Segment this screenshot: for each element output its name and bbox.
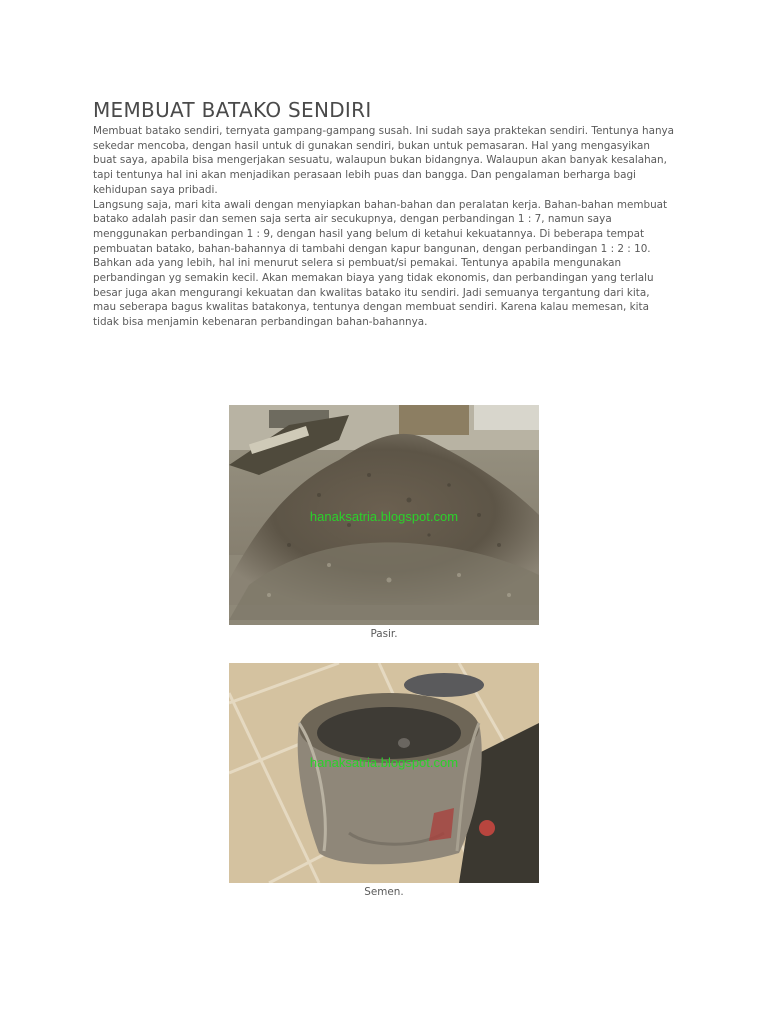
figure-caption: Semen. xyxy=(364,886,404,898)
figure-caption: Pasir. xyxy=(370,628,398,640)
figure-sand xyxy=(229,405,539,641)
cement-bag-image xyxy=(229,663,539,883)
article-paragraph-1: Membuat batako sendiri, ternyata gampang-gampang susah. Ini sudah saya praktekan sendiri. Tentunya hanya sekedar mencoba, dengan hasil untuk di gunakan sendiri, bukan untuk pemasaran. Hal yang mengasyikan buat saya, apabila bisa mengerjakan sesuatu, walaupun bukan bidangnya. Walaupun akan banyak kesalahan, tapi tentunya hal ini akan menjadikan perasaan lebih puas dan bangga. Dan pengalaman berharga bagi kehidupan saya pribadi. xyxy=(93,125,675,196)
figure-cement xyxy=(229,663,539,899)
cement-photo xyxy=(229,663,539,883)
watermark-text: hanaksatria.blogspot.com xyxy=(309,755,459,770)
sand-photo xyxy=(229,405,539,625)
article-paragraph-2: Langsung saja, mari kita awali dengan menyiapkan bahan-bahan dan peralatan kerja. Bahan-bahan membuat batako adalah pasir dan semen saja serta air secukupnya, dengan perbandingan 1 : 7, namun saya menggunakan perbandingan 1 : 9, dengan hasil yang belum di ketahui kekuatannya. Di beberapa tempat pembuatan batako, bahan-bahannya di tambahi dengan kapur bangunan, dengan perbandingan 1 : 2 : 10. Bahkan ada yang lebih, hal ini menurut selera si pembuat/si pemakai. Tentunya apabila mengunakan perbandingan yg semakin kecil. Akan memakan biaya yang tidak ekonomis, dan perbandingan yang terlalu besar juga akan mengurangi kekuatan dan kwalitas batako itu sendiri. Jadi semuanya tergantung dari kita, mau seberapa bagus kwalitas batakonya, tentunya dengan membuat sendiri. Karena kalau memesan, kita tidak bisa menjamin kebenaran perbandingan bahan-bahannya. xyxy=(93,198,668,329)
page-title: MEMBUAT BATAKO SENDIRI xyxy=(93,98,372,122)
article xyxy=(93,96,675,330)
watermark-text: hanaksatria.blogspot.com xyxy=(309,509,459,524)
